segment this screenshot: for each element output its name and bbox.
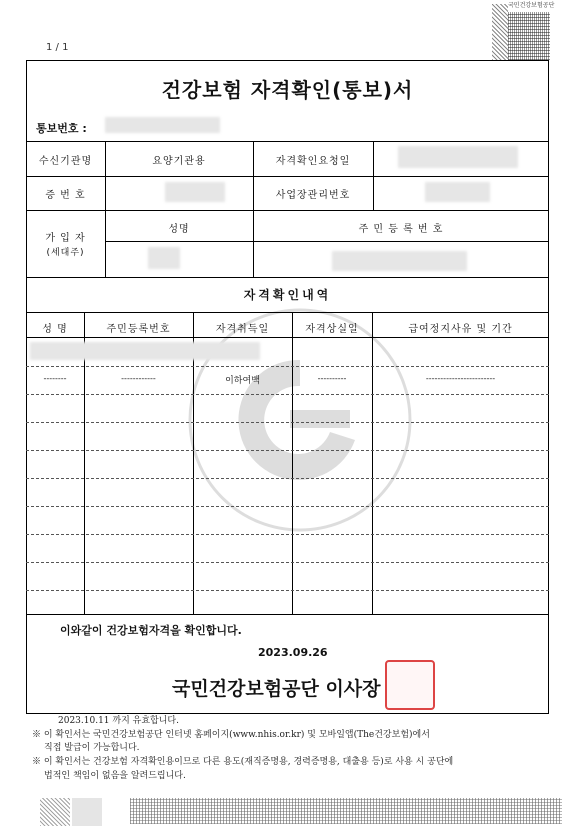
column-header-loss-date: 자격상실일 [305, 324, 359, 335]
row-divider [26, 478, 549, 479]
notice-number-redacted [105, 117, 220, 133]
confirmation-text: 이와같이 건강보험자격을 확인합니다. [60, 624, 242, 637]
row-divider [26, 562, 549, 563]
request-date-label: 자격확인요청일 [275, 156, 351, 167]
request-date-redacted [398, 146, 518, 168]
card-number-redacted [165, 182, 225, 202]
subscriber-sub-label: (세대주) [46, 248, 85, 258]
document-barcode [130, 798, 562, 824]
card-number-label: 증 번 호 [45, 190, 86, 201]
issuer-name: 국민건강보험공단 이사장 [172, 678, 381, 700]
divider [105, 241, 549, 242]
divider [373, 141, 374, 210]
row-divider [26, 394, 549, 395]
blank-row-cell: ---------- [317, 374, 347, 383]
divider [26, 337, 549, 338]
table-row-redacted [30, 342, 260, 360]
subscriber-name-redacted [148, 247, 180, 269]
recipient-type-label: 수신기관명 [38, 156, 93, 167]
column-header-acquisition-date: 자격취득일 [215, 324, 270, 335]
divider [26, 277, 549, 278]
recipient-type-value: 요양기관용 [152, 156, 206, 167]
bottom-stamp-mark [72, 798, 102, 826]
divider [26, 614, 549, 615]
column-header-name: 성 명 [42, 324, 68, 335]
bottom-qr-code [40, 798, 70, 826]
row-divider [26, 366, 549, 367]
row-divider [26, 506, 549, 507]
workplace-number-redacted [425, 182, 490, 202]
verification-qr-code [508, 12, 550, 60]
official-seal-icon [385, 660, 435, 710]
column-header-suspension: 급여정지사유 및 기간 [408, 324, 513, 335]
blank-row-cell: ------------------------ [425, 374, 496, 383]
row-divider [26, 534, 549, 535]
issue-date: 2023.09.26 [258, 646, 328, 659]
name-label: 성명 [168, 224, 190, 235]
blank-row-cell: -------- [43, 374, 67, 383]
document-title: 건강보험 자격확인(통보)서 [161, 78, 414, 102]
section-title: 자격확인내역 [243, 288, 332, 302]
header-badge: 국민건강보험공단 [508, 2, 555, 9]
verification-code-strip [492, 4, 508, 60]
subscriber-label: 가 입 자 [45, 233, 86, 244]
divider [292, 312, 293, 614]
resident-number-label: 주 민 등 록 번 호 [358, 224, 444, 235]
footer-note-1-line-1: ※ 이 확인서는 국민건강보험공단 인터넷 홈페이지(www.nhis.or.kr) 및 모바일앱(The건강보험)에서 [32, 730, 430, 740]
row-divider [26, 590, 549, 591]
divider [26, 312, 549, 313]
blank-row-cell: ------------ [121, 374, 156, 383]
divider [372, 312, 373, 614]
footer-note-2-line-2: 법적인 책임이 없음을 알려드립니다. [44, 771, 186, 781]
footer-note-2-line-1: ※ 이 확인서는 건강보험 자격확인용이므로 다른 용도(재직증명용, 경력증명용, 대출용 등)로 사용 시 공단에 [32, 757, 454, 767]
subscriber-resident-number-redacted [332, 251, 467, 271]
workplace-number-label: 사업장관리번호 [275, 190, 351, 201]
page-indicator: 1 / 1 [46, 42, 69, 53]
blank-row-end-marker: 이하여백 [225, 376, 260, 386]
footer-note-1-line-2: 직접 발급이 가능합니다. [44, 743, 140, 753]
column-header-resident-number: 주민등록번호 [106, 324, 171, 335]
notice-number-label: 통보번호 : [36, 122, 87, 135]
row-divider [26, 450, 549, 451]
row-divider [26, 422, 549, 423]
valid-until-text: 2023.10.11 까지 유효합니다. [58, 716, 179, 726]
